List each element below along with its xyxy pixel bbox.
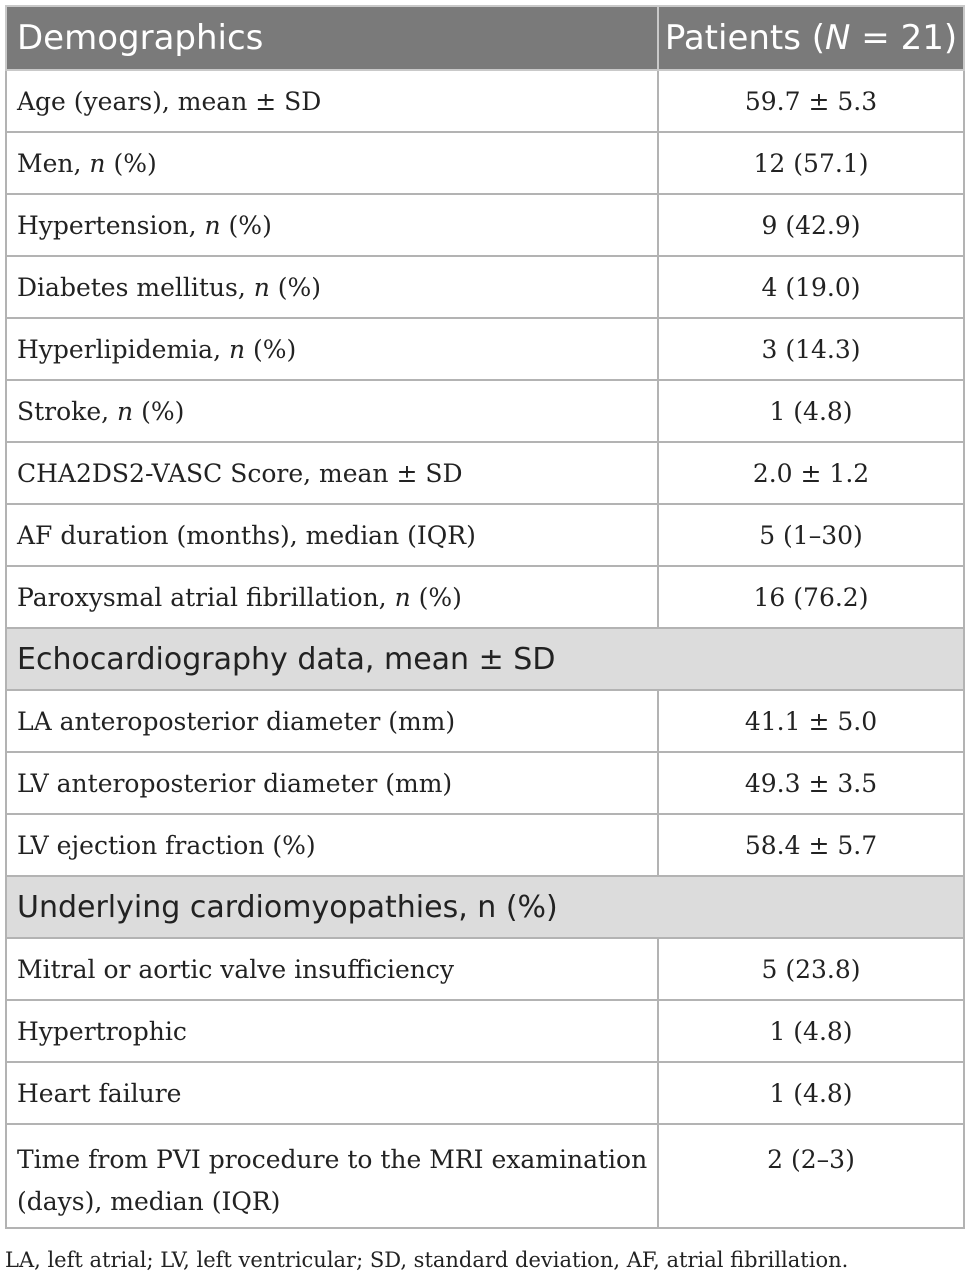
row-label: Men, n (%) [6,132,658,194]
row-label: Paroxysmal atrial fibrillation, n (%) [6,566,658,628]
table-row [6,938,964,1000]
row-label: LV anteroposterior diameter (mm) [6,752,658,814]
table-row [6,256,964,318]
row-label: Mitral or aortic valve insufficiency [6,938,658,1000]
row-value: 2 (2–3) [658,1124,964,1228]
row-value: 1 (4.8) [658,1000,964,1062]
table-row [6,380,964,442]
table-row [6,318,964,380]
row-value: 41.1 ± 5.0 [658,690,964,752]
row-label: AF duration (months), median (IQR) [6,504,658,566]
row-value: 5 (23.8) [658,938,964,1000]
section-header-echocardiography [6,628,964,690]
row-value: 9 (42.9) [658,194,964,256]
row-label: Hyperlipidemia, n (%) [6,318,658,380]
table-row [6,566,964,628]
demographics-table [5,5,965,1229]
row-label: Hypertension, n (%) [6,194,658,256]
row-value: 12 (57.1) [658,132,964,194]
row-label: LA anteroposterior diameter (mm) [6,690,658,752]
row-value: 3 (14.3) [658,318,964,380]
table-row [6,1124,964,1228]
table-row [6,442,964,504]
row-value: 1 (4.8) [658,380,964,442]
row-label: LV ejection fraction (%) [6,814,658,876]
table-row [6,194,964,256]
section-header-cardiomyopathies [6,876,964,938]
header-patients: Patients (N = 21) [658,6,964,70]
row-label: Heart failure [6,1062,658,1124]
row-value: 58.4 ± 5.7 [658,814,964,876]
row-label: Time from PVI procedure to the MRI examination (days), median (IQR) [6,1124,658,1228]
section-title: Echocardiography data, mean ± SD [6,628,964,690]
row-label: Age (years), mean ± SD [6,70,658,132]
table-row [6,1000,964,1062]
table-row [6,504,964,566]
table-header-row [6,6,964,70]
table-row [6,1062,964,1124]
row-value: 4 (19.0) [658,256,964,318]
row-value: 2.0 ± 1.2 [658,442,964,504]
row-value: 5 (1–30) [658,504,964,566]
demographics-table-container [5,5,963,1229]
row-value: 49.3 ± 3.5 [658,752,964,814]
section-title: Underlying cardiomyopathies, n (%) [6,876,964,938]
table-footnote: LA, left atrial; LV, left ventricular; SD, standard deviation, AF, atrial fibrillation. [5,1248,849,1272]
row-value: 1 (4.8) [658,1062,964,1124]
row-label: Stroke, n (%) [6,380,658,442]
row-label: CHA2DS2-VASC Score, mean ± SD [6,442,658,504]
header-demographics: Demographics [6,6,658,70]
row-value: 16 (76.2) [658,566,964,628]
row-value: 59.7 ± 5.3 [658,70,964,132]
table-row [6,752,964,814]
table-row [6,814,964,876]
table-row [6,132,964,194]
row-label: Diabetes mellitus, n (%) [6,256,658,318]
table-row [6,690,964,752]
table-row [6,70,964,132]
row-label: Hypertrophic [6,1000,658,1062]
